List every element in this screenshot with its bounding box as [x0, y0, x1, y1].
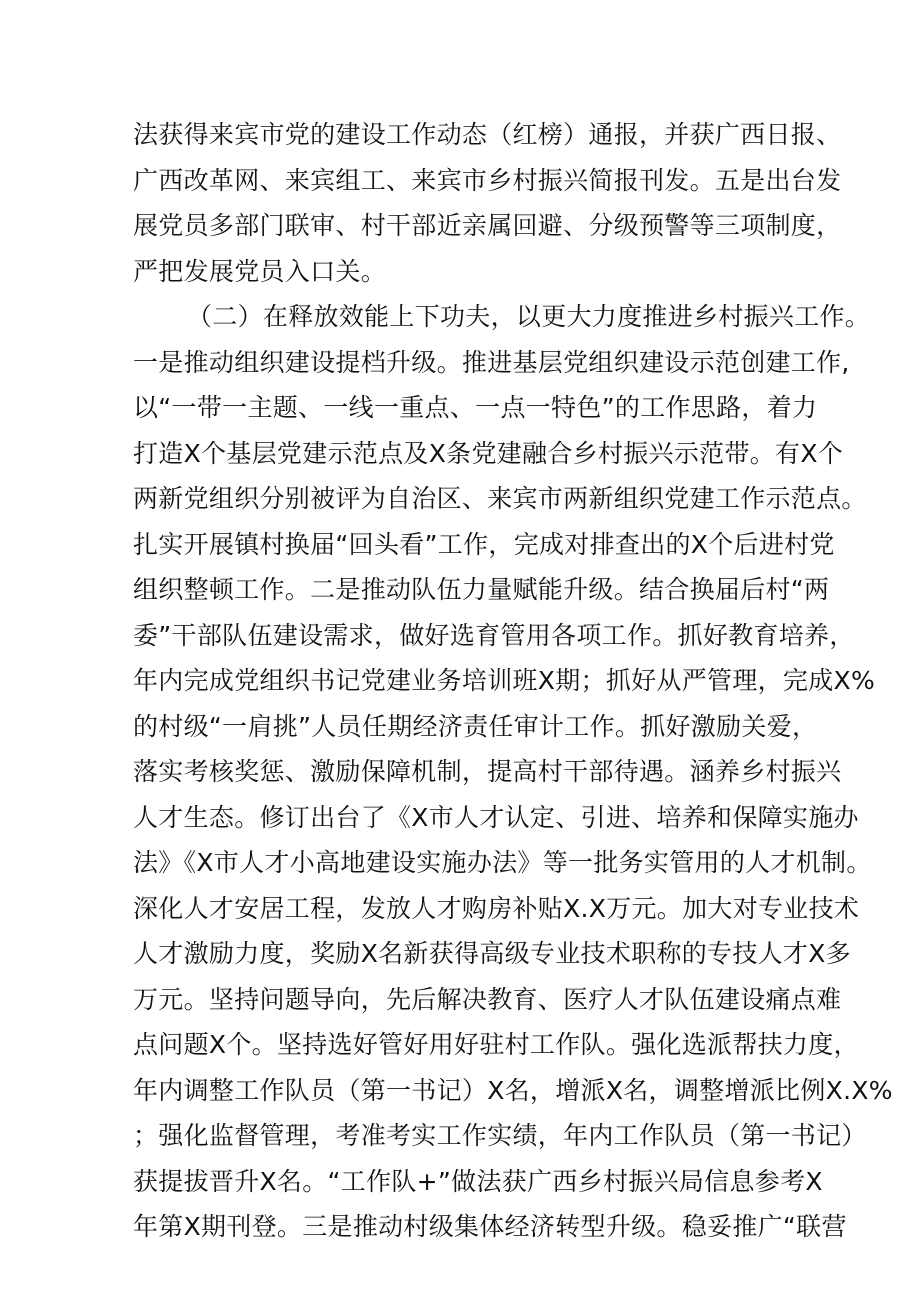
text-line: 委”干部队伍建设需求，做好选育管用各项工作。抓好教育培养， — [133, 620, 855, 650]
text-line: 深化人才安居工程，发放人才购房补贴X.X万元。加大对专业技术 — [133, 893, 860, 923]
text-line: 人才生态。修订出台了《X市人才认定、引进、培养和保障实施办 — [133, 802, 859, 832]
text-line: 法》《X市人才小高地建设实施办法》等一批务实管用的人才机制。 — [133, 848, 872, 877]
text-line: 以“一带一主题、一线一重点、一点一特色”的工作思路，着力 — [133, 393, 818, 422]
text-line: 年内完成党组织书记党建业务培训班X期；抓好从严管理，完成X% — [133, 666, 876, 695]
text-line: 展党员多部门联审、村干部近亲属回避、分级预警等三项制度， — [133, 211, 842, 240]
text-line: 组织整顿工作。二是推动队伍力量赋能升级。结合换届后村“两 — [133, 575, 830, 604]
text-line: 严把发展党员入口关。 — [133, 256, 387, 286]
text-line: 点问题X个。坚持选好管好用好驻村工作队。强化选派帮扶力度， — [133, 1030, 859, 1059]
text-line: 两新党组织分别被评为自治区、来宾市两新组织党建工作示范点。 — [133, 484, 867, 513]
text-line: 打造X个基层党建示范点及X条党建融合乡村振兴示范带。有X个 — [133, 438, 844, 468]
section-heading-line: （二）在释放效能上下功夫，以更大力度推进乡村振兴工作。 — [187, 302, 871, 331]
text-line: 扎实开展镇村换届“回头看”工作，完成对排查出的X个后进村党 — [133, 529, 835, 559]
body-text — [133, 112, 893, 1250]
text-line: 人才激励力度，奖励X名新获得高级专业技术职称的专技人才X多 — [133, 939, 851, 968]
text-line: 的村级“一肩挑”人员任期经济责任审计工作。抓好激励关爱， — [133, 711, 818, 741]
text-line: 年第X期刊登。三是推动村级集体经济转型升级。稳妥推广“联营 — [133, 1212, 847, 1241]
text-line: 一是推动组织建设提档升级。推进基层党组织建设示范创建工作, — [133, 347, 850, 377]
text-line: 广西改革网、来宾组工、来宾市乡村振兴简报刊发。五是出台发 — [133, 165, 842, 195]
text-line: 法获得来宾市党的建设工作动态（红榜）通报，并获广西日报、 — [133, 120, 842, 149]
text-line: 落实考核奖惩、激励保障机制，提高村干部待遇。涵养乡村振兴 — [133, 757, 842, 786]
text-line: 获提拔晋升X名。“工作队+”做法获广西乡村振兴局信息参考X — [133, 1166, 823, 1196]
text-line: 万元。坚持问题导向，先后解决教育、医疗人才队伍建设痛点难 — [133, 984, 842, 1014]
text-line: ；强化监督管理，考准考实工作实绩，年内工作队员（第一书记） — [133, 1121, 867, 1150]
text-line: 年内调整工作队员（第一书记）X名，增派X名，调整增派比例X.X% — [133, 1075, 893, 1105]
